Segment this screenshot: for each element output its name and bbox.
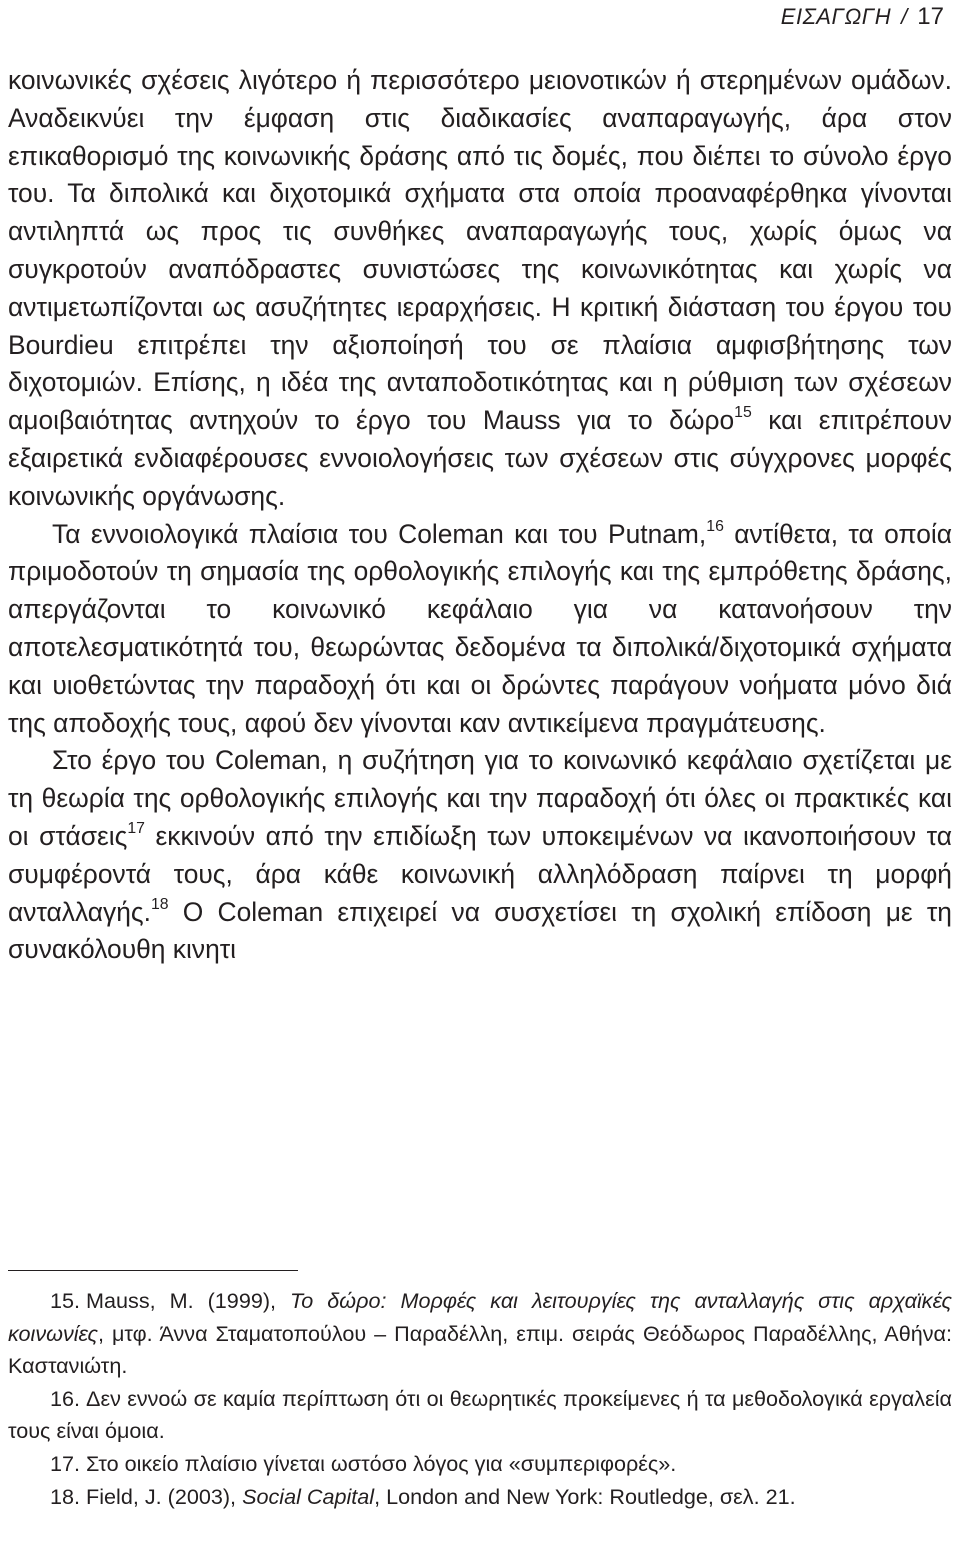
paragraph-1-text-a: κοινωνικές σχέσεις λιγότερο ή περισσότερο μειονοτικών ή στερημένων ομάδων. Αναδεικνύει την έμφαση στις διαδικασίες αναπαραγωγής, άρα στον επικαθορισμό της κοινωνικής δράσης από τις δομές, που διέπει το σύνολο έργο του. Τα διπολικά και διχοτομικά σχήματα στα οποία προαναφέρθηκα γίνονται αντιληπτά ως προς τις συνθήκες αναπαραγωγής τους, χωρίς όμως να συγκροτούν αναπόδραστες συνιστώσες της κοινωνικότητας και χωρίς να αντιμετωπίζονται ως ασυζήτητες ιεραρχήσεις. Η κριτική διάσταση του έργου του Bourdieu επιτρέπει την αξιοποίησή του σε πλαίσια αμφισβήτησης των διχοτομιών. Επίσης, η ιδέα της ανταποδοτικότητας και η ρύθμιση των σχέσεων αμοιβαιότητας αντηχούν το έργο του Mauss για το δώρο — [8, 65, 952, 436]
footnote-16 — [8, 1383, 952, 1448]
footnote-18-text-a: Field, J. (2003), — [86, 1483, 243, 1509]
footnote-18-title: Social Capital — [242, 1483, 375, 1509]
footnote-18 — [8, 1481, 952, 1514]
footnote-15-title: Το δώρο: Μορφές και λειτουργίες της ανταλλαγής στις αρχαϊκές κοινωνίες — [8, 1288, 952, 1346]
footnote-17 — [8, 1448, 952, 1481]
footnote-18-number: 18. — [50, 1483, 81, 1509]
header-separator: / — [901, 4, 908, 29]
footnote-18-text-b: , London and New York: Routledge, σελ. 21. — [374, 1483, 796, 1509]
paragraph-3-text-a: Στο έργο του Coleman, η συζήτηση για το κοινωνικό κεφάλαιο σχετίζεται με τη θεωρία της ορθολογικής επιλογής και την παραδοχή ότι όλες οι πρακτικές και οι στάσεις — [8, 745, 952, 851]
footnote-15-number: 15. — [50, 1288, 81, 1313]
footnote-15 — [8, 1285, 952, 1383]
paragraph-3-text-c: Ο Coleman επιχειρεί να συσχετίσει τη σχολική επίδοση με τη συνακόλουθη κινητι — [8, 896, 952, 965]
footnote-17-text: Στο οικείο πλαίσιο γίνεται ωστόσο λόγος για «συμπεριφορές». — [86, 1450, 677, 1476]
footnote-15-text-b: , μτφ. Άννα Σταματοπούλου – Παραδέλλη, επιμ. σειράς Θεόδωρος Παραδέλλης, Αθήνα: Καστανιώτη. — [8, 1320, 952, 1379]
paragraph-3-text-b: εκκινούν από την επιδίωξη των υποκειμένων να ικανοποιήσουν τα συμφέροντά τους, άρα κάθε κοινωνική αλληλόδραση παίρνει τη μορφή ανταλλαγής. — [8, 820, 952, 927]
footnote-ref-15: 15 — [734, 404, 752, 422]
paragraph-2-text-b: αντίθετα, τα οποία πριμοδοτούν τη σημασία της ορθολογικής επιλογής και της εμπρόθετης δράσης, απεργάζονται το κοινωνικό κεφάλαιο για να κατανοήσουν την αποτελεσματικότητά του, θεωρώντας δεδομένα τα διπολικά/διχοτομικά σχήματα και υιοθετώντας την παραδοχή ότι και οι δρώντες παράγουν νοήματα μόνο διά της αποδοχής τους, αφού δεν γίνονται καν αντικείμενα πραγμάτευσης. — [8, 518, 953, 738]
section-title: ΕΙΣΑΓΩΓΗ — [780, 4, 892, 29]
footnote-15-text-a: Mauss, M. (1999), — [86, 1288, 291, 1313]
paragraph-2 — [8, 516, 952, 743]
footnote-16-number: 16. — [50, 1385, 81, 1411]
footnote-ref-16: 16 — [706, 517, 724, 535]
footnotes — [8, 1285, 952, 1513]
paragraph-1 — [8, 62, 952, 516]
page-number: 17 — [917, 3, 944, 30]
footnote-divider — [8, 1270, 298, 1271]
footnote-16-text: Δεν εννοώ σε καμία περίπτωση ότι οι θεωρητικές προκείμενες ή τα μεθοδολογικά εργαλεία τους είναι όμοια. — [8, 1385, 952, 1444]
paragraph-3 — [8, 742, 952, 969]
running-header — [781, 4, 944, 30]
footnote-ref-18: 18 — [150, 895, 169, 913]
footnote-17-number: 17. — [50, 1450, 81, 1476]
main-text — [8, 62, 952, 969]
paragraph-1-text-b: και επιτρέπουν εξαιρετικά ενδιαφέρουσες εννοιολογήσεις των σχέσεων στις σύγχρονες μορφές κοινωνικής οργάνωσης. — [8, 405, 952, 511]
paragraph-2-text-a: Τα εννοιολογικά πλαίσια του Coleman και του Putnam, — [52, 518, 707, 549]
footnote-ref-17: 17 — [127, 820, 145, 838]
